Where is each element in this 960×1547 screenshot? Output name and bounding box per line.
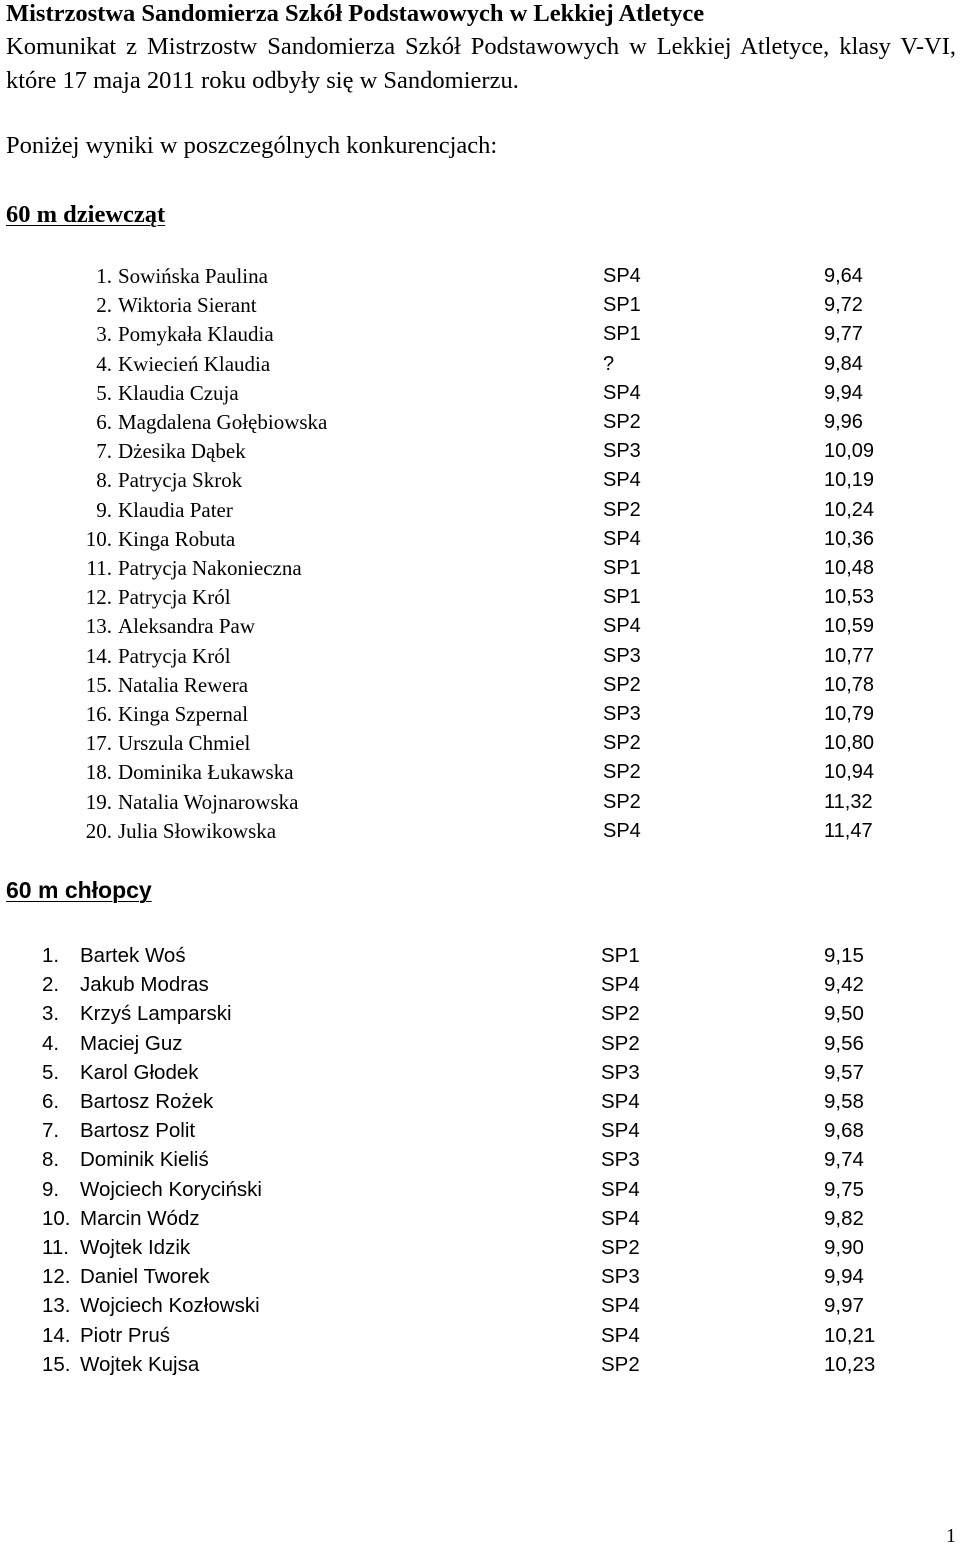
athlete-name: Klaudia Pater (118, 497, 233, 522)
result-place: 10. (85, 526, 112, 551)
school-code: SP2 (601, 1236, 640, 1259)
result-row (0, 554, 960, 583)
result-place: 1. (42, 944, 60, 967)
result-place: 8. (96, 468, 112, 493)
school-code: SP4 (603, 265, 641, 287)
school-code: SP1 (603, 294, 641, 317)
result-place: 15. (42, 1352, 71, 1376)
result-place: 9. (96, 497, 112, 522)
result-time: 10,53 (824, 586, 875, 609)
result-time: 9,68 (824, 1119, 864, 1143)
result-time: 10,19 (824, 469, 875, 492)
result-time: 9,42 (824, 973, 864, 997)
athlete-name: Patrycja Król (118, 585, 231, 610)
result-place: 5. (96, 380, 112, 405)
result-row (0, 729, 960, 758)
result-time: 10,78 (824, 673, 875, 696)
result-time: 9,90 (824, 1236, 864, 1259)
result-place: 5. (42, 1060, 60, 1084)
athlete-name: Kwiecień Klaudia (118, 351, 271, 376)
school-code: SP3 (603, 440, 641, 463)
school-code: SP4 (603, 469, 641, 492)
school-code: SP2 (601, 1031, 640, 1055)
school-code: SP4 (601, 1177, 640, 1201)
school-code: SP1 (603, 557, 641, 579)
athlete-name: Dominik Kieliś (80, 1148, 209, 1172)
result-time: 9,84 (824, 352, 863, 375)
athlete-name: Pomykała Klaudia (118, 322, 274, 347)
result-place: 3. (96, 322, 112, 347)
athlete-name: Bartosz Polit (80, 1119, 196, 1143)
result-place: 11. (42, 1236, 69, 1259)
result-place: 4. (42, 1031, 60, 1055)
result-row (0, 1350, 960, 1379)
school-code: SP3 (601, 1265, 640, 1289)
result-place: 10. (42, 1206, 71, 1230)
athlete-name: Julia Słowikowska (118, 818, 277, 843)
athlete-name: Jakub Modras (80, 973, 209, 997)
result-row (0, 1321, 960, 1350)
athlete-name: Urszula Chmiel (118, 731, 251, 756)
girls-60m-heading: 60 m dziewcząt (6, 201, 166, 228)
result-row (0, 1116, 960, 1145)
result-row (0, 1029, 960, 1058)
result-place: 13. (42, 1294, 71, 1318)
athlete-name: Bartek Woś (80, 944, 186, 967)
result-time: 11,47 (824, 819, 873, 842)
result-row (0, 970, 960, 999)
result-time: 9,50 (824, 1002, 864, 1026)
result-place: 13. (85, 614, 112, 639)
athlete-name: Natalia Rewera (118, 672, 249, 697)
school-code: SP2 (603, 411, 641, 433)
result-time: 9,74 (824, 1148, 864, 1172)
athlete-name: Klaudia Czuja (118, 380, 239, 405)
result-time: 9,97 (824, 1294, 864, 1318)
athlete-name: Bartosz Rożek (80, 1090, 214, 1113)
result-place: 16. (85, 702, 112, 726)
document-title: Mistrzostwa Sandomierza Szkół Podstawowych w Lekkiej Atletyce (6, 0, 705, 27)
school-code: SP3 (601, 1060, 640, 1084)
school-code: SP2 (601, 1352, 640, 1376)
athlete-name: Wiktoria Sierant (118, 293, 257, 318)
result-place: 2. (42, 973, 60, 997)
school-code: SP4 (601, 1090, 640, 1113)
result-time: 10,79 (824, 703, 875, 725)
result-row (0, 1262, 960, 1291)
athlete-name: Maciej Guz (80, 1031, 183, 1055)
result-row (0, 466, 960, 495)
school-code: SP1 (603, 323, 641, 346)
school-code: SP4 (603, 527, 641, 550)
result-time: 10,80 (824, 732, 875, 755)
athlete-name: Dżesika Dąbek (118, 439, 246, 464)
result-place: 2. (96, 293, 112, 318)
result-time: 10,77 (824, 644, 875, 667)
school-code: ? (603, 352, 615, 375)
school-code: SP2 (603, 761, 641, 784)
athlete-name: Patrycja Nakonieczna (118, 556, 302, 580)
result-place: 14. (85, 643, 112, 668)
result-place: 7. (96, 439, 112, 464)
result-time: 10,48 (824, 557, 875, 579)
athlete-name: Patrycja Król (118, 643, 231, 668)
result-row (0, 1233, 960, 1262)
athlete-name: Daniel Tworek (80, 1265, 210, 1289)
school-code: SP2 (603, 673, 641, 696)
school-code: SP2 (603, 498, 641, 521)
page-number: 1 (946, 1525, 956, 1547)
result-time: 10,59 (824, 615, 875, 638)
result-row (0, 612, 960, 641)
school-code: SP1 (601, 944, 640, 967)
result-place: 18. (85, 760, 112, 785)
result-time: 10,21 (824, 1323, 876, 1347)
result-row (0, 671, 960, 700)
result-row (0, 350, 960, 379)
result-place: 12. (85, 585, 112, 610)
school-code: SP3 (601, 1148, 640, 1172)
result-place: 20. (85, 818, 112, 843)
athlete-name: Wojtek Idzik (80, 1236, 191, 1259)
result-row (0, 1204, 960, 1233)
result-place: 6. (42, 1090, 60, 1113)
result-place: 17. (85, 731, 112, 756)
result-row (0, 817, 960, 846)
result-time: 9,72 (824, 294, 863, 317)
result-place: 8. (42, 1148, 60, 1172)
result-time: 9,77 (824, 323, 863, 346)
intro-paragraph: Komunikat z Mistrzostw Sandomierza Szkół Podstawowych w Lekkiej Atletyce, klasy V-VI, które 17 maja 2011 roku odbyły się w Sandomierzu. (6, 33, 956, 94)
result-row (0, 437, 960, 466)
school-code: SP2 (601, 1002, 640, 1026)
athlete-name: Piotr Pruś (80, 1323, 170, 1347)
result-time: 9,94 (824, 381, 863, 404)
school-code: SP3 (603, 644, 641, 667)
school-code: SP1 (603, 586, 641, 609)
school-code: SP4 (601, 973, 640, 997)
school-code: SP4 (601, 1119, 640, 1143)
result-time: 9,56 (824, 1031, 864, 1055)
result-time: 9,57 (824, 1060, 864, 1084)
result-row (0, 496, 960, 525)
result-time: 9,64 (824, 265, 863, 287)
school-code: SP4 (603, 819, 641, 842)
school-code: SP2 (603, 732, 641, 755)
result-time: 10,94 (824, 761, 875, 784)
athlete-name: Wojciech Kozłowski (80, 1294, 260, 1318)
result-place: 6. (96, 410, 112, 434)
result-row (0, 700, 960, 729)
result-row (0, 642, 960, 671)
result-place: 14. (42, 1323, 71, 1347)
athlete-name: Magdalena Gołębiowska (118, 410, 328, 434)
result-place: 19. (85, 789, 112, 814)
result-row (0, 291, 960, 320)
result-row (0, 941, 960, 970)
result-row (0, 1175, 960, 1204)
result-time: 9,75 (824, 1177, 864, 1201)
result-row (0, 758, 960, 787)
athlete-name: Kinga Robuta (118, 526, 236, 551)
athlete-name: Aleksandra Paw (118, 614, 256, 639)
school-code: SP4 (601, 1323, 640, 1347)
result-place: 9. (42, 1177, 60, 1201)
result-row (0, 525, 960, 554)
result-time: 11,32 (824, 790, 873, 813)
result-time: 9,94 (824, 1265, 864, 1289)
athlete-name: Dominika Łukawska (118, 760, 294, 785)
school-code: SP3 (603, 703, 641, 725)
athlete-name: Wojtek Kujsa (80, 1352, 200, 1376)
boys-60m-heading: 60 m chłopcy (6, 877, 152, 903)
athlete-name: Krzyś Lamparski (80, 1002, 232, 1026)
result-row (0, 408, 960, 437)
result-time: 10,24 (824, 498, 875, 521)
athlete-name: Patrycja Skrok (118, 468, 243, 493)
result-row (0, 583, 960, 612)
result-place: 15. (85, 672, 112, 697)
athlete-name: Wojciech Koryciński (80, 1177, 262, 1201)
result-time: 9,82 (824, 1206, 864, 1230)
athlete-name: Sowińska Paulina (118, 264, 268, 288)
athlete-name: Karol Głodek (80, 1060, 199, 1084)
results-lead-text: Poniżej wyniki w poszczególnych konkurencjach: (6, 132, 498, 159)
result-row (0, 999, 960, 1028)
result-time: 9,15 (824, 944, 864, 967)
result-row (0, 1058, 960, 1087)
school-code: SP4 (601, 1294, 640, 1318)
result-place: 3. (42, 1002, 60, 1026)
school-code: SP4 (601, 1206, 640, 1230)
result-time: 10,09 (824, 440, 875, 463)
athlete-name: Marcin Wódz (80, 1206, 200, 1230)
result-place: 1. (96, 264, 112, 288)
result-place: 7. (42, 1119, 60, 1143)
result-row (0, 788, 960, 817)
result-row (0, 262, 960, 291)
result-time: 9,58 (824, 1090, 864, 1113)
result-time: 10,36 (824, 527, 875, 550)
result-row (0, 1087, 960, 1116)
result-place: 12. (42, 1265, 71, 1289)
school-code: SP4 (603, 615, 641, 638)
result-time: 10,23 (824, 1352, 876, 1376)
result-place: 11. (86, 556, 112, 580)
school-code: SP4 (603, 381, 641, 404)
result-row (0, 1291, 960, 1320)
result-time: 9,96 (824, 411, 863, 433)
result-row (0, 379, 960, 408)
result-row (0, 320, 960, 349)
result-place: 4. (96, 351, 112, 376)
athlete-name: Kinga Szpernal (118, 702, 249, 726)
result-row (0, 1145, 960, 1174)
school-code: SP2 (603, 790, 641, 813)
athlete-name: Natalia Wojnarowska (118, 789, 299, 814)
